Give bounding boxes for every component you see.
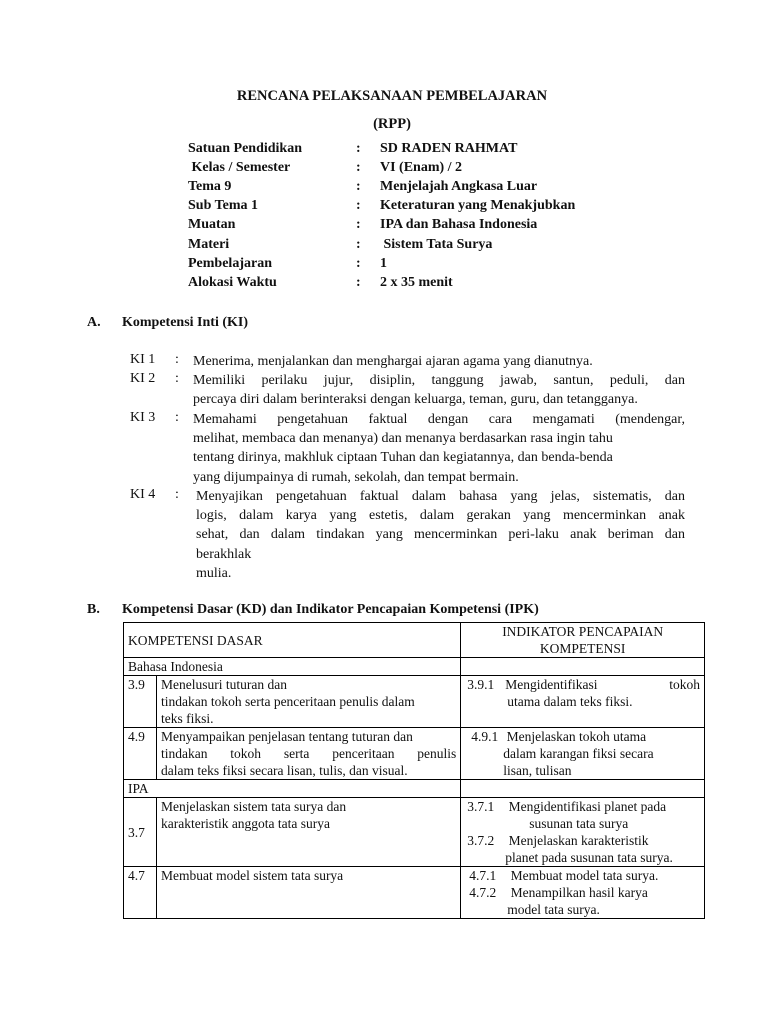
ipk-line: susunan tata surya — [529, 816, 629, 831]
ki-text — [193, 410, 685, 487]
info-colon: : — [356, 275, 361, 290]
kd-line: Menelusuri tuturan dan — [160, 677, 287, 692]
kd-line: tindakan tokoh serta penceritaan penulis dalam — [160, 694, 415, 709]
info-colon: : — [356, 198, 361, 213]
section-a-letter: A. — [87, 315, 101, 330]
ipk-number: 3.9.1 — [467, 677, 495, 692]
ipk-item — [469, 867, 700, 884]
ipk-line: lisan, tulisan — [503, 763, 572, 778]
ki-text — [196, 487, 685, 583]
kd-number: 4.9 — [124, 728, 157, 780]
ki-line: melihat, membaca dan menanya) dan menanya berdasarkan rasa ingin tahu — [193, 431, 613, 447]
ipk-line: Menampilkan hasil karya — [510, 885, 648, 900]
kd-text — [156, 867, 460, 919]
ipk-number: 4.7.2 — [469, 885, 497, 900]
ipk-line: planet pada susunan tata surya. — [505, 850, 673, 865]
kd-line: tindakan tokoh serta penceritaan penulis — [160, 746, 457, 761]
kd-number: 4.7 — [124, 867, 157, 919]
info-label: Sub Tema 1 — [188, 198, 259, 213]
ipk-item — [467, 798, 700, 815]
kd-ipk-table — [123, 622, 705, 919]
ki-colon: : — [175, 352, 179, 367]
kd-text — [156, 676, 460, 728]
ki-colon: : — [175, 371, 179, 386]
kd-line: Menjelaskan sistem tata surya dan — [160, 799, 347, 814]
kd-number: 3.9 — [124, 676, 157, 728]
ipk-text — [461, 728, 705, 780]
empty-cell — [461, 658, 705, 676]
kd-line: teks fiksi. — [160, 711, 214, 726]
document-subtitle: (RPP) — [373, 116, 411, 132]
ipk-item — [469, 884, 700, 901]
ipk-line: Membuat model tata surya. — [510, 868, 659, 883]
info-value: VI (Enam) / 2 — [380, 160, 463, 175]
ki-colon: : — [175, 410, 179, 425]
table-row — [124, 798, 705, 867]
group-label: IPA — [124, 780, 461, 798]
info-label: Muatan — [188, 217, 236, 232]
info-label: Satuan Pendidikan — [188, 141, 302, 156]
ki-line: sehat, dan dalam tindakan yang mencerminkan peri-laku anak beriman dan — [196, 527, 685, 543]
info-value: Menjelajah Angkasa Luar — [380, 179, 538, 194]
info-value: SD RADEN RAHMAT — [380, 141, 518, 156]
ki-line: yang dijumpainya di rumah, sekolah, dan tempat bermain. — [193, 469, 519, 485]
info-label: Tema 9 — [188, 179, 232, 194]
info-colon: : — [356, 237, 361, 252]
section-b-title: Kompetensi Dasar (KD) dan Indikator Pencapaian Kompetensi (IPK) — [122, 602, 539, 617]
info-label: Pembelajaran — [188, 256, 272, 271]
ipk-line: Menjelaskan tokoh utama — [506, 729, 647, 744]
ipk-number: 3.7.2 — [467, 833, 495, 848]
info-colon: : — [356, 160, 361, 175]
ipk-text — [461, 798, 705, 867]
ki-line: Menyajikan pengetahuan faktual dalam bahasa yang jelas, sistematis, dan — [196, 489, 685, 504]
section-a-title: Kompetensi Inti (KI) — [122, 315, 248, 330]
ki-line: mulia. — [196, 565, 232, 581]
ipk-item — [467, 832, 700, 849]
kd-line: Menyampaikan penjelasan tentang tuturan dan — [160, 729, 413, 744]
section-b-letter: B. — [87, 602, 100, 617]
ipk-number: 3.7.1 — [467, 799, 495, 814]
group-label: Bahasa Indonesia — [124, 658, 461, 676]
info-value: 2 x 35 menit — [380, 275, 453, 290]
kd-number: 3.7 — [124, 798, 157, 867]
ipk-number: 4.7.1 — [469, 868, 497, 883]
ki-text — [193, 352, 685, 371]
ipk-line: dalam karangan fiksi secara — [503, 746, 654, 761]
empty-cell — [461, 780, 705, 798]
ki-line: logis, dalam karya yang estetis, dalam gerakan yang mencerminkan anak — [196, 508, 685, 524]
document-title: RENCANA PELAKSANAAN PEMBELAJARAN — [236, 88, 548, 104]
ki-label: KI 2 — [130, 371, 156, 386]
ki-line: Menerima, menjalankan dan menghargai ajaran agama yang dianutnya. — [193, 354, 593, 369]
ki-label: KI 4 — [130, 487, 156, 502]
info-value: 1 — [380, 256, 387, 271]
ki-label: KI 1 — [130, 352, 156, 367]
ki-line: berakhlak — [196, 546, 252, 562]
table-row — [124, 728, 705, 780]
ipk-line: Mengidentifikasi planet pada — [508, 799, 667, 814]
info-label: Alokasi Waktu — [188, 275, 277, 290]
ipk-number: 4.9.1 — [471, 729, 499, 744]
kd-line: dalam teks fiksi secara lisan, tulis, dan visual. — [160, 763, 408, 778]
ipk-text — [461, 676, 705, 728]
kd-line: Membuat model sistem tata surya — [160, 868, 344, 883]
kd-line: karakteristik anggota tata surya — [160, 816, 331, 831]
ki-colon: : — [175, 487, 179, 502]
info-value: IPA dan Bahasa Indonesia — [380, 217, 538, 232]
table-row — [124, 676, 705, 728]
table-header-row — [124, 623, 705, 658]
info-label: Materi — [188, 237, 230, 252]
group-row — [124, 658, 705, 676]
ki-line: Memahami pengetahuan faktual dengan cara mengamati (mendengar, — [193, 412, 685, 427]
info-value: Keteraturan yang Menakjubkan — [380, 198, 576, 213]
info-colon: : — [356, 141, 361, 156]
info-colon: : — [356, 256, 361, 271]
ki-line: Memiliki perilaku jujur, disiplin, tanggung jawab, santun, peduli, dan — [193, 373, 685, 388]
ki-line: tentang dirinya, makhluk ciptaan Tuhan dan kegiatannya, dan benda-benda — [193, 450, 613, 466]
group-row — [124, 780, 705, 798]
ipk-line: model tata surya. — [507, 902, 600, 917]
header-kd: KOMPETENSI DASAR — [124, 623, 461, 658]
info-colon: : — [356, 179, 361, 194]
ipk-item — [471, 728, 700, 745]
header-ipk: INDIKATOR PENCAPAIAN KOMPETENSI — [461, 623, 705, 658]
info-colon: : — [356, 217, 361, 232]
ipk-line: utama dalam teks fiksi. — [507, 694, 633, 709]
kd-text — [156, 798, 460, 867]
ipk-text — [461, 867, 705, 919]
kd-text — [156, 728, 460, 780]
info-label: Kelas / Semester — [188, 160, 291, 175]
ipk-line: Mengidentifikasi tokoh — [505, 677, 700, 692]
table-row — [124, 867, 705, 919]
ipk-item — [467, 676, 700, 693]
ki-text — [193, 371, 685, 409]
ki-line: percaya diri dalam berinteraksi dengan keluarga, teman, guru, dan tetangganya. — [193, 392, 638, 408]
ipk-line: Menjelaskan karakteristik — [508, 833, 649, 848]
info-value: Sistem Tata Surya — [380, 237, 493, 252]
ki-label: KI 3 — [130, 410, 156, 425]
